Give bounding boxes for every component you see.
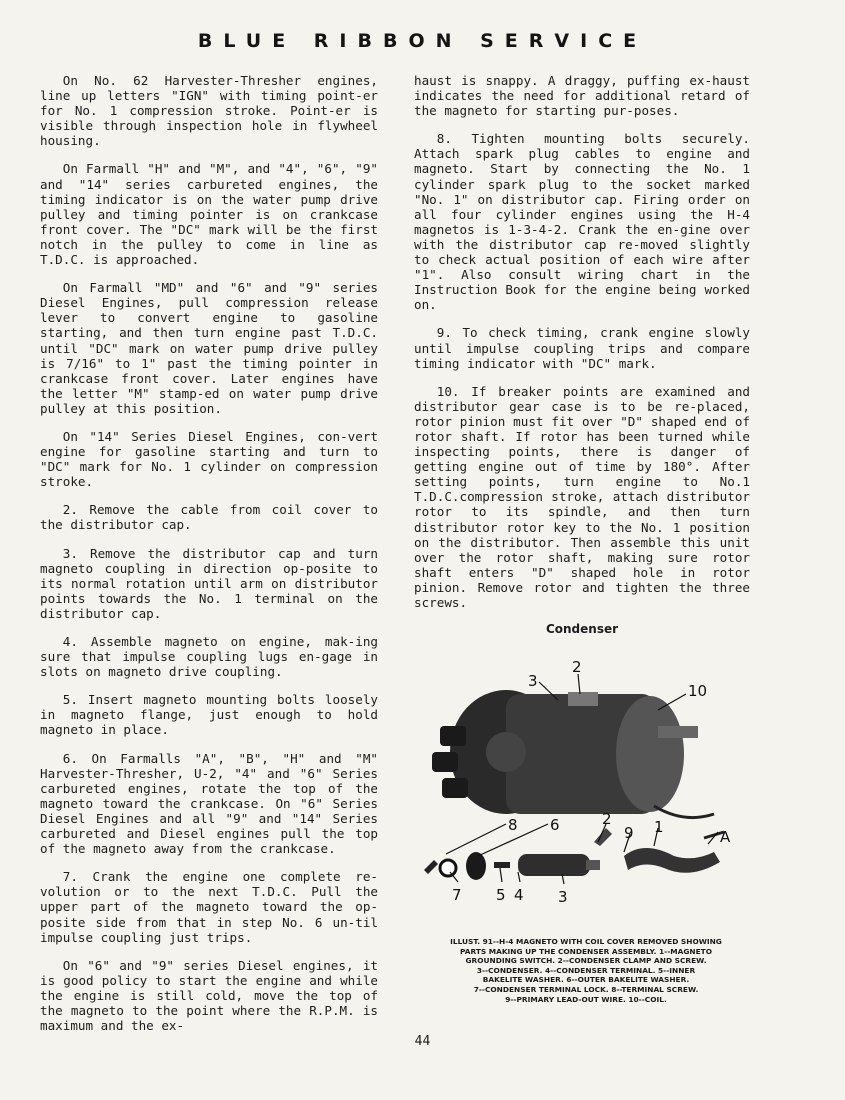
paragraph-continued: haust is snappy. A draggy, puffing ex-haust indicates the need for additional retard of the magneto for starting pur-poses. xyxy=(414,73,750,119)
figure-caption xyxy=(414,937,758,1004)
paragraph-step-9: 9. To check timing, crank engine slowly until impulse coupling trips and compare timing indicator with "DC" mark. xyxy=(414,325,750,371)
figure-title: Condenser xyxy=(545,622,619,636)
paragraph: On "6" and "9" series Diesel engines, it is good policy to start the engine and while the engine is still cold, move the top of the magneto to the point where the R.P.M. is maximum and the ex- xyxy=(40,957,378,1034)
paragraph-step-4: 4. Assemble magneto on engine, mak-ing sure that impulse coupling lugs en-gage in slots on magneto drive coupling. xyxy=(40,634,378,680)
callout-3-bottom: 3 xyxy=(558,888,568,906)
magneto-illustration xyxy=(418,656,750,912)
paragraph: On Farmall "MD" and "6" and "9" series Diesel Engines, pull compression release lever to convert engine to gasoline starting, and then turn engine past T.D.C. until "DC" mark on water pump drive pulley is 7/16" to 1" past the timing pointer in crankcase front cover. Later engines have the letter "M" stamp-ed on water pump drive pulley at this position. xyxy=(40,280,378,416)
caption-line: PARTS MAKING UP THE CONDENSER ASSEMBLY. 1--MAGNETO xyxy=(460,946,712,956)
paragraph-step-3: 3. Remove the distributor cap and turn magneto coupling in direction op-posite to its normal rotation until arm on distributor points towards the No. 1 terminal on the distributor cap. xyxy=(40,545,378,621)
paragraph-step-7: 7. Crank the engine one complete re-volution or to the next T.D.C. Pull the upper part of the magneto toward the op-posite side from that in step No. 6 un-til impulse coupling just trips. xyxy=(40,869,378,945)
caption-line: GROUNDING SWITCH. 2--CONDENSER CLAMP AND SCREW. xyxy=(465,956,707,966)
magneto-body-drawing xyxy=(432,690,714,818)
page-header-title: BLUE RIBBON SERVICE xyxy=(197,30,648,52)
paragraph-step-5: 5. Insert magneto mounting bolts loosely in magneto flange, just enough to hold magneto in place. xyxy=(40,692,378,738)
paragraph-step-8: 8. Tighten mounting bolts securely. Attach spark plug cables to engine and magneto. Start by connecting the No. 1 cylinder spark plug to the socket marked "No. 1" on distributor cap. Firing order on all four cylinder engines using the H-4 magnetos is 1-3-4-2. Crank the en-gine over with the distributor cap re-moved slightly to check actual position of each wire after "1". Also consult wiring chart in the Instruction Book for the engine being worked on. xyxy=(414,131,750,313)
callout-2-top: 2 xyxy=(572,658,582,676)
paragraph: On No. 62 Harvester-Thresher engines, line up letters "IGN" with timing point-er for No. 1 compression stroke. Point-er is visible through inspection hole in flywheel housing. xyxy=(40,73,378,149)
paragraph-step-6: 6. On Farmalls "A", "B", "H" and "M" Harvester-Thresher, U-2, "4" and "6" Series carbureted engines, rotate the top of the magneto toward the crankcase. On "6" Series Diesel Engines and all "9" and "14" Series carbureted and Diesel engines pull the top of the magneto away from the crankcase. xyxy=(40,750,378,857)
caption-line: BAKELITE WASHER. 6--OUTER BAKELITE WASHER. xyxy=(482,975,690,985)
callout-8: 8 xyxy=(508,816,518,834)
page-number: 44 xyxy=(414,1034,431,1049)
paragraph: On Farmall "H" and "M", and "4", "6", "9" and "14" series carbureted engines, the timing indicator is on the water pump drive pulley and timing pointer is on crankcase front cover. The "DC" mark will be the first notch in the pulley to come in line as T.D.C. is approached. xyxy=(40,161,378,268)
callout-10: 10 xyxy=(688,682,708,700)
callout-5: 5 xyxy=(496,886,506,904)
magneto-photo-drawing xyxy=(418,656,750,912)
callout-9: 9 xyxy=(624,824,634,842)
paragraph-step-10: 10. If breaker points are examined and distributor gear case is to be re-placed, rotor pinion must fit over "D" shaped end of rotor shaft. If rotor has been turned while inspecting points, there is danger of getting engine out of time by 180°. After setting points, turn engine to No.1 T.D.C.compression stroke, attach distributor rotor to its spindle, and then turn distributor rotor key to the No. 1 position on the distributor. Then assemble this unit over the rotor shaft, making sure rotor shaft enters "D" shaped hole in rotor pinion. Remove rotor and tighten the three screws. xyxy=(414,383,750,610)
paragraph-step-2: 2. Remove the cable from coil cover to the distributor cap. xyxy=(40,502,378,533)
caption-line: 3--CONDENSER. 4--CONDENSER TERMINAL. 5--INNER xyxy=(476,965,696,975)
callout-6: 6 xyxy=(550,816,560,834)
callout-7: 7 xyxy=(452,886,462,904)
left-text-column xyxy=(40,73,378,1046)
caption-line: 7--CONDENSER TERMINAL LOCK. 8--TERMINAL SCREW. xyxy=(473,984,699,994)
callout-4: 4 xyxy=(514,886,524,904)
callout-3-top: 3 xyxy=(528,672,538,690)
callout-1: 1 xyxy=(654,818,664,836)
callout-2-mid: 2 xyxy=(602,810,612,828)
caption-line: 9--PRIMARY LEAD-OUT WIRE. 10--COIL. xyxy=(505,994,667,1004)
callout-A: A xyxy=(720,828,731,846)
condenser-parts-drawing xyxy=(424,828,724,880)
right-text-column xyxy=(414,73,750,623)
caption-line: ILLUST. 91--H-4 MAGNETO WITH COIL COVER REMOVED SHOWING xyxy=(450,937,722,946)
paragraph: On "14" Series Diesel Engines, con-vert engine for gasoline starting and turn to "DC" mark for No. 1 cylinder on compression stroke. xyxy=(40,428,378,490)
